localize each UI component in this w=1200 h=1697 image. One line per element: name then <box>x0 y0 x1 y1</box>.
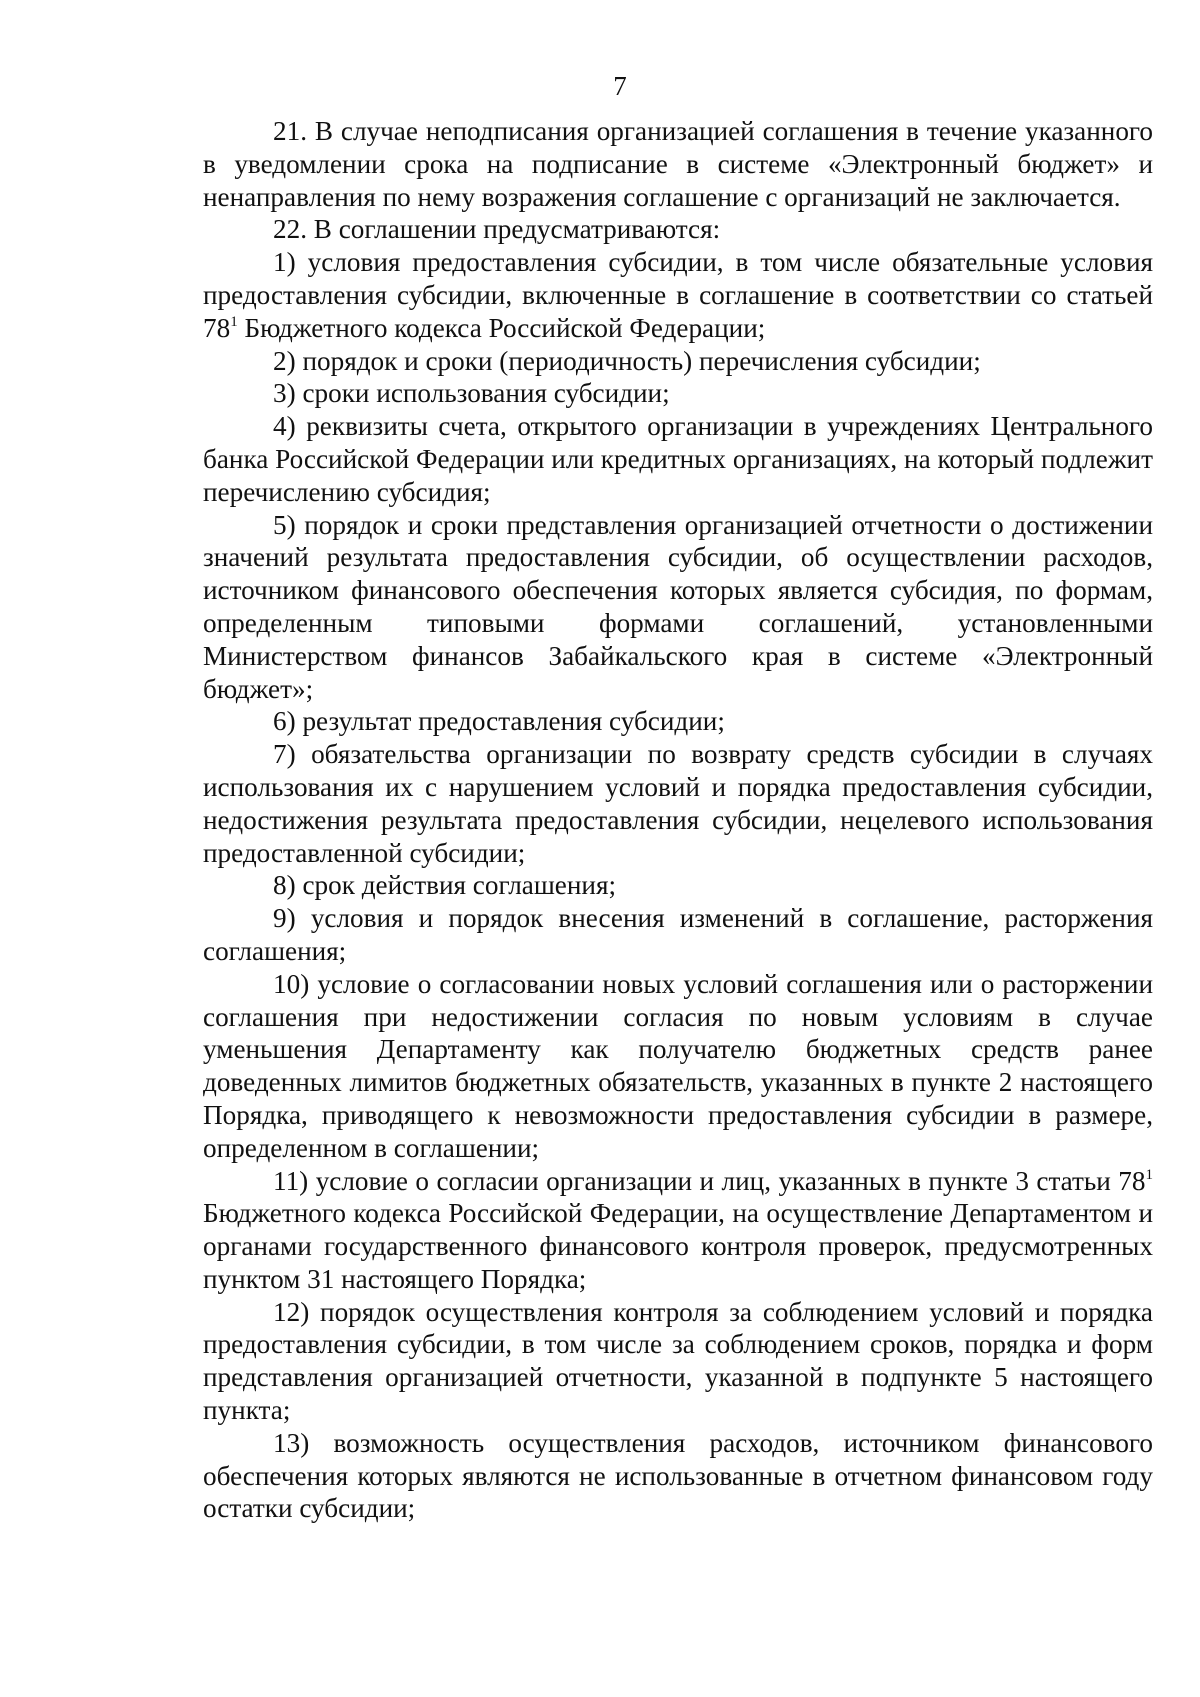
paragraph-text-continued: Бюджетного кодекса Российской Федерации, на осуществление Департаментом и органами государственного финансового контроля проверок, предусмотренных пунктом 31 настоящего Порядка; <box>203 1198 1153 1294</box>
subitem-4 <box>203 410 1153 508</box>
item-number: 9) <box>273 903 296 934</box>
subitem-6 <box>203 705 1153 738</box>
paragraph-text-continued: Бюджетного кодекса Российской Федерации; <box>237 312 766 343</box>
paragraph-text: результат предоставления субсидии; <box>302 706 725 737</box>
paragraph-text: условие о согласовании новых условий соглашения или о расторжении соглашения при недостижении согласия по новым условиям в случае уменьшения Департаменту как получателю бюджетных средств ранее доведенных лимитов бюджетных обязательств, указанных в пункте 2 настоящего Порядка, приводящего к невозможности предоставления субсидии в размере, определенном в соглашении; <box>203 968 1153 1163</box>
paragraph-text: сроки использования субсидии; <box>302 378 670 409</box>
subitem-7 <box>203 738 1153 869</box>
subitem-2 <box>203 345 1153 378</box>
paragraph-text: условие о согласии организации и лиц, указанных в пункте 3 статьи 78 <box>315 1165 1146 1196</box>
item-number: 11) <box>273 1165 309 1196</box>
paragraph-text: возможность осуществления расходов, источником финансового обеспечения которых являются не использованные в отчетном финансовом году остатки субсидии; <box>203 1427 1154 1524</box>
item-number: 8) <box>273 870 296 901</box>
document-body <box>203 115 1153 1525</box>
paragraph-text: В случае неподписания организацией соглашения в течение указанного в уведомлении срока на подписание в системе «Электронный бюджет» и ненаправления по нему возражения соглашение с организаций не заключается. <box>203 116 1153 212</box>
superscript: 1 <box>230 313 238 330</box>
item-number: 4) <box>273 411 296 442</box>
paragraph-text: В соглашении предусматриваются: <box>313 214 721 245</box>
item-number: 22. <box>273 214 307 245</box>
subitem-10 <box>203 968 1153 1165</box>
paragraph-text: реквизиты счета, открытого организации в учреждениях Центрального банка Российской Федерации или кредитных организациях, на который подлежит перечислению субсидия; <box>203 411 1153 507</box>
paragraph-text: порядок и сроки представления организацией отчетности о достижении значений результата предоставления субсидии, об осуществлении расходов, источником финансового обеспечения которых является субсидия, по формам, определенным типовыми формами соглашений, установленными Министерством финансов Забайкальского края в системе «Электронный бюджет»; <box>203 509 1153 704</box>
subitem-8 <box>203 869 1153 902</box>
subitem-3 <box>203 377 1153 410</box>
paragraph-text: условия предоставления субсидии, в том числе обязательные условия предоставления субсидии, включенные в соглашение в соответствии со статьей 78 <box>203 247 1154 343</box>
subitem-1 <box>203 246 1153 344</box>
item-number: 13) <box>273 1427 310 1458</box>
item-number: 7) <box>273 739 296 770</box>
item-number: 3) <box>273 378 296 409</box>
item-number: 12) <box>273 1296 310 1327</box>
subitem-11 <box>203 1165 1153 1296</box>
subitem-5 <box>203 509 1153 706</box>
paragraph-text: порядок и сроки (периодичность) перечисления субсидии; <box>302 345 981 376</box>
paragraph-text: обязательства организации по возврату средств субсидии в случаях использования их с нарушением условий и порядка предоставления субсидии, недостижения результата предоставления субсидии, нецелевого использования предоставленной субсидии; <box>203 739 1153 868</box>
subitem-9 <box>203 902 1153 968</box>
item-number: 2) <box>273 345 296 376</box>
superscript: 1 <box>1145 1166 1153 1183</box>
item-number: 5) <box>273 509 296 540</box>
item-number: 1) <box>273 247 296 278</box>
subitem-12 <box>203 1296 1153 1427</box>
paragraph-text: условия и порядок внесения изменений в соглашение, расторжения соглашения; <box>203 903 1154 966</box>
item-number: 10) <box>273 968 310 999</box>
paragraph-22 <box>203 213 1153 246</box>
page-number: 7 <box>613 71 627 101</box>
paragraph-text: порядок осуществления контроля за соблюдением условий и порядка предоставления субсидии, в том числе за соблюдением сроков, порядка и форм представления организацией отчетности, указанной в подпункте 5 настоящего пункта; <box>203 1296 1153 1426</box>
paragraph-text: срок действия соглашения; <box>302 870 617 901</box>
item-number: 6) <box>273 706 296 737</box>
subitem-13 <box>203 1427 1153 1525</box>
item-number: 21. <box>273 116 307 146</box>
paragraph-21 <box>203 115 1153 213</box>
